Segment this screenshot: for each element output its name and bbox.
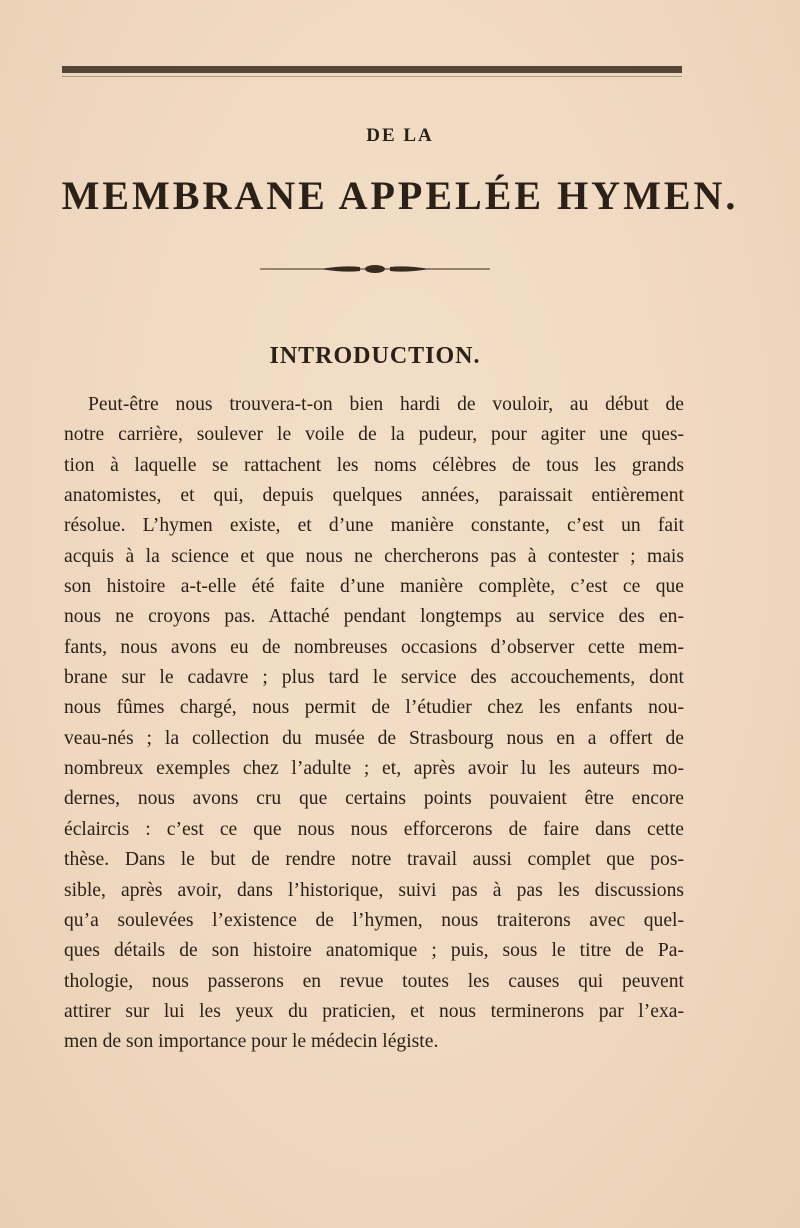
text-line: nous fûmes chargé, nous permit de l’étudier chez les enfants nou- (64, 697, 684, 719)
text-line: thèse. Dans le but de rendre notre travail aussi complet que pos- (64, 849, 684, 871)
text-line: attirer sur lui les yeux du praticien, et nous terminerons par l’exa- (64, 1000, 684, 1022)
text-line: veau-nés ; la collection du musée de Strasbourg nous en a offert de (64, 727, 684, 749)
text-line: dernes, nous avons cru que certains points pouvaient être encore (64, 788, 684, 810)
text-line: ques détails de son histoire anatomique ; puis, sous le titre de Pa- (64, 940, 684, 962)
top-rule-thin (62, 76, 682, 77)
pre-title: DE LA (366, 125, 434, 146)
text-line: son histoire a-t-elle été faite d’une manière complète, c’est ce que (64, 576, 684, 598)
text-line: nous ne croyons pas. Attaché pendant longtemps au service des en- (64, 606, 684, 628)
text-line: résolue. L’hymen existe, et d’une manière constante, c’est un fait (64, 515, 684, 537)
body-text (64, 390, 684, 1058)
text-line: Peut-être nous trouvera-t-on bien hardi de vouloir, au début de (88, 394, 684, 415)
text-line: anatomistes, et qui, depuis quelques années, paraissait entièrement (64, 485, 684, 507)
ornament-divider (260, 262, 490, 276)
text-line: men de son importance pour le médecin légiste. (64, 1031, 439, 1053)
text-line: thologie, nous passerons en revue toutes les causes qui peuvent (64, 970, 684, 992)
section-title: INTRODUCTION. (269, 343, 481, 369)
text-line: sible, après avoir, dans l’historique, suivi pas à pas les discussions (64, 879, 684, 901)
text-line: acquis à la science et que nous ne chercherons pas à contester ; mais (64, 545, 684, 567)
text-line: éclaircis : c’est ce que nous nous efforcerons de faire dans cette (64, 818, 684, 840)
text-line: tion à laquelle se rattachent les noms célèbres de tous les grands (64, 454, 684, 476)
main-title: MEMBRANE APPELÉE HYMEN. (61, 173, 739, 218)
text-line: nombreux exemples chez l’adulte ; et, après avoir lu les auteurs mo- (64, 758, 684, 780)
top-rule (62, 66, 682, 73)
text-line: notre carrière, soulever le voile de la pudeur, pour agiter une ques- (64, 424, 684, 446)
text-line: brane sur le cadavre ; plus tard le service des accouchements, dont (64, 667, 684, 689)
text-line: fants, nous avons eu de nombreuses occasions d’observer cette mem- (64, 636, 684, 658)
text-line: qu’a soulevées l’existence de l’hymen, nous traiterons avec quel- (64, 909, 684, 931)
